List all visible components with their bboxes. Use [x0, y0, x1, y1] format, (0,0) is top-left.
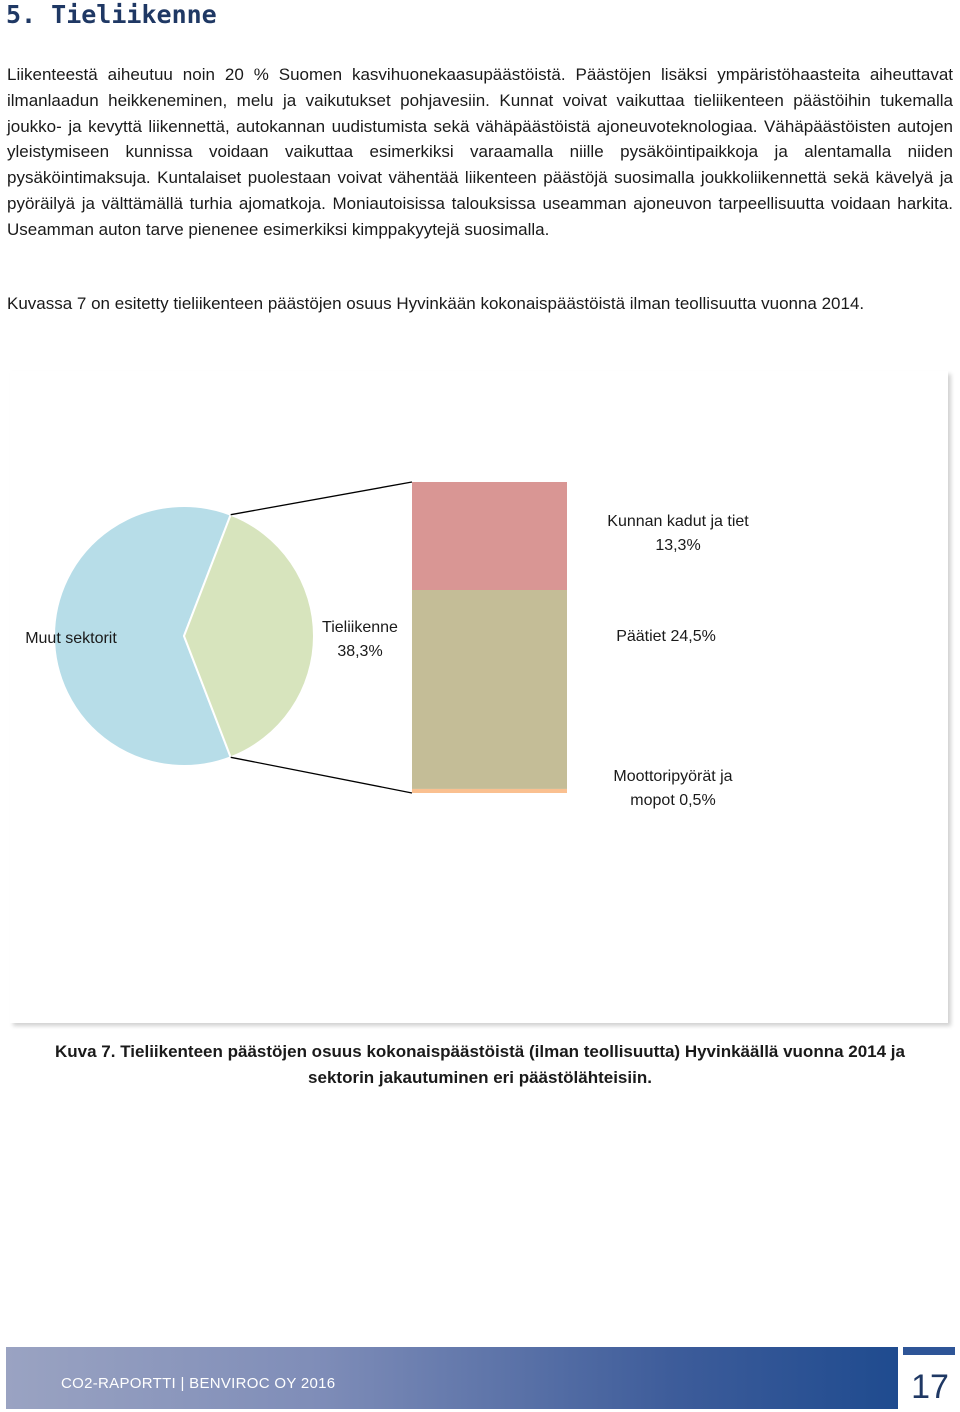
footer-text: CO2-RAPORTTI | BENVIROC OY 2016 [61, 1375, 336, 1392]
label-paatiet: Päätiet 24,5% [616, 628, 716, 645]
bar-segment-kunnan-kadut [412, 482, 567, 590]
label-kunnan-kadut-value: 13,3% [655, 537, 701, 554]
connector-line-top [231, 482, 412, 515]
label-moottoripyorat-value: mopot 0,5% [630, 792, 716, 809]
caption-line-1: Kuva 7. Tieliikenteen päästöjen osuus kokonaispäästöistä (ilman teollisuutta) Hyvinkäällä vuonna 2014 ja [55, 1042, 905, 1061]
intro-paragraph: Liikenteestä aiheutuu noin 20 % Suomen kasvihuonekaasupäästöistä. Päästöjen lisäksi ympäristöhaasteita aiheuttavat ilmanlaadun heikkeneminen, melu ja vaikutukset pohjavesiin. Kunnat voivat vaikuttaa tieliikenteen päästöihin tukemalla joukko- ja kevyttä liikennettä, autokannan uudistumista sekä vähäpäästöistä ajoneuvoteknologiaa. Vähäpäästöisten autojen yleistymiseen kunnissa voidaan vaikuttaa esimerkiksi varaamalla niille pysäköintipaikkoja ja alentamalla niiden pysäköintimaksuja. Kuntalaiset puolestaan voivat vähentää liikenteen päästöjä suosimalla joukkoliikennettä sekä kävelyä ja pyöräilyä ja välttämällä turhia ajomatkoja. Moniautoisissa talouksissa useamman ajoneuvon tarpeellisuutta voidaan harkita. Useamman auton tarve pienenee esimerkiksi kimppakyytejä suosimalla. [7, 65, 953, 239]
label-muut-sektorit: Muut sektorit [25, 630, 117, 647]
bar-of-pie-chart [10, 371, 948, 1023]
label-tieliikenne-value: 38,3% [337, 643, 383, 660]
connector-line-bottom [231, 757, 412, 793]
page-number: 17 [911, 1368, 949, 1406]
chart-container [10, 371, 948, 1023]
footer-accent [903, 1347, 955, 1355]
caption-line-2: sektorin jakautuminen eri päästölähteisiin. [308, 1068, 652, 1087]
page-heading: 5. Tieliikenne [6, 0, 217, 29]
figure-reference-paragraph: Kuvassa 7 on esitetty tieliikenteen päästöjen osuus Hyvinkään kokonaispäästöistä ilman teollisuutta vuonna 2014. [7, 294, 865, 313]
label-tieliikenne: Tieliikenne [322, 619, 398, 636]
label-moottoripyorat: Moottoripyörät ja [613, 768, 733, 785]
stacked-bar-group [412, 482, 567, 793]
figure-caption [40, 1039, 920, 1091]
bar-segment-paatiet [412, 590, 567, 789]
bar-segment-moottoripyorat [412, 789, 567, 793]
label-kunnan-kadut: Kunnan kadut ja tiet [607, 513, 749, 530]
